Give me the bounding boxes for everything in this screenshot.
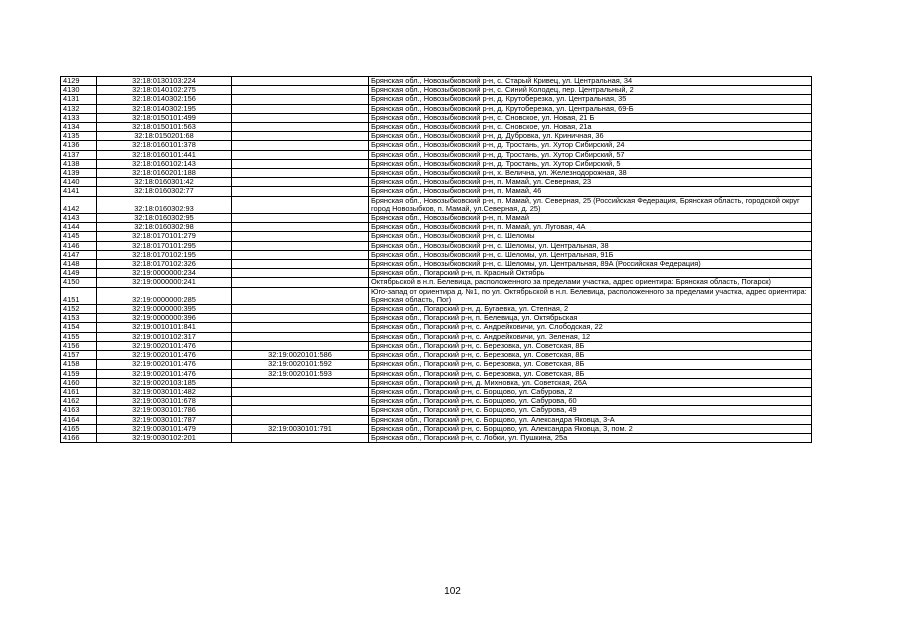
address: Брянская обл., Новозыбковский р-н, п. Мамай, ул. Северная, 25 (Российская Федерация, Брянская область, городской округ город Новозыбков, п. Мамай, ул.Северная, д. 25)	[369, 196, 812, 213]
cadastral-number: 32:18:0160101:378	[97, 141, 232, 150]
address: Октябрьской в н.п. Белевица, расположенного за пределами участка, адрес ориентира: Брянская область, Погарск)	[369, 278, 812, 287]
table-row	[61, 241, 812, 250]
related-cadastral-number	[232, 150, 369, 159]
address: Брянская обл., Новозыбковский р-н, с. Шеломы, ул. Центральная, 89А (Российская Федерация)	[369, 260, 812, 269]
related-cadastral-number	[232, 86, 369, 95]
table-row	[61, 305, 812, 314]
cadastral-number: 32:19:0000000:395	[97, 305, 232, 314]
table-row	[61, 86, 812, 95]
table-row	[61, 250, 812, 259]
row-number: 4165	[61, 424, 97, 433]
row-number: 4144	[61, 223, 97, 232]
table-row	[61, 369, 812, 378]
row-number: 4150	[61, 278, 97, 287]
cadastral-number: 32:18:0170102:195	[97, 250, 232, 259]
address: Брянская обл., Новозыбковский р-н, п. Мамай, 46	[369, 187, 812, 196]
row-number: 4132	[61, 104, 97, 113]
table-row	[61, 378, 812, 387]
related-cadastral-number	[232, 278, 369, 287]
table-row	[61, 397, 812, 406]
cadastral-number: 32:18:0140302:156	[97, 95, 232, 104]
address: Брянская обл., Новозыбковский р-н, д. Тростань, ул. Хутор Сибирский, 57	[369, 150, 812, 159]
cadastral-number: 32:19:0020101:476	[97, 341, 232, 350]
related-cadastral-number	[232, 223, 369, 232]
table-row	[61, 387, 812, 396]
address: Брянская обл., Погарский р-н, с. Андрейковичи, ул. Слободская, 22	[369, 323, 812, 332]
related-cadastral-number	[232, 305, 369, 314]
related-cadastral-number: 32:19:0020101:586	[232, 351, 369, 360]
address: Брянская обл., Новозыбковский р-н, д. Дубровка, ул. Криничная, 36	[369, 132, 812, 141]
address: Брянская обл., Новозыбковский р-н, д. Крутоберезка, ул. Центральная, 69-Б	[369, 104, 812, 113]
cadastral-number: 32:18:0160201:188	[97, 169, 232, 178]
related-cadastral-number	[232, 406, 369, 415]
related-cadastral-number	[232, 77, 369, 86]
page-number: 102	[444, 586, 461, 597]
cadastral-number: 32:19:0020101:476	[97, 369, 232, 378]
address: Брянская обл., Погарский р-н, с. Лобки, ул. Пушкина, 25а	[369, 433, 812, 442]
address: Брянская обл., Новозыбковский р-н, п. Мамай	[369, 214, 812, 223]
row-number: 4164	[61, 415, 97, 424]
address: Брянская обл., Погарский р-н, с. Березовка, ул. Советская, 8Б	[369, 341, 812, 350]
table-row	[61, 406, 812, 415]
cadastral-number: 32:18:0150101:499	[97, 113, 232, 122]
cadastral-number: 32:19:0000000:396	[97, 314, 232, 323]
cadastral-number: 32:18:0170101:279	[97, 232, 232, 241]
row-number: 4141	[61, 187, 97, 196]
address: Брянская обл., Погарский р-н, с. Борщово, ул. Александра Яковца, 3, пом. 2	[369, 424, 812, 433]
register-table-body	[61, 77, 812, 443]
row-number: 4149	[61, 269, 97, 278]
cadastral-number: 32:18:0160302:77	[97, 187, 232, 196]
cadastral-number: 32:19:0030101:786	[97, 406, 232, 415]
cadastral-number: 32:18:0170101:295	[97, 241, 232, 250]
address: Брянская обл., Новозыбковский р-н, с. Старый Кривец, ул. Центральная, 34	[369, 77, 812, 86]
related-cadastral-number	[232, 187, 369, 196]
row-number: 4163	[61, 406, 97, 415]
address: Брянская обл., Погарский р-н, с. Борщово, ул. Сабурова, 60	[369, 397, 812, 406]
cadastral-number: 32:18:0160302:95	[97, 214, 232, 223]
address: Брянская обл., Новозыбковский р-н, с. Сновское, ул. Новая, 21 Б	[369, 113, 812, 122]
related-cadastral-number	[232, 433, 369, 442]
table-row	[61, 77, 812, 86]
table-row	[61, 332, 812, 341]
cadastral-number: 32:18:0160101:441	[97, 150, 232, 159]
address: Брянская обл., Погарский р-н, с. Борщово, ул. Александра Яковца, 3-А	[369, 415, 812, 424]
related-cadastral-number	[232, 269, 369, 278]
related-cadastral-number	[232, 196, 369, 213]
table-row	[61, 351, 812, 360]
table-row	[61, 433, 812, 442]
address: Брянская обл., Новозыбковский р-н, с. Шеломы	[369, 232, 812, 241]
related-cadastral-number	[232, 169, 369, 178]
table-row	[61, 169, 812, 178]
cadastral-number: 32:19:0000000:234	[97, 269, 232, 278]
address: Брянская обл., Погарский р-н, д. Михновка, ул. Советская, 26А	[369, 378, 812, 387]
related-cadastral-number: 32:19:0030101:791	[232, 424, 369, 433]
address: Брянская обл., Погарский р-н, д. Бугаевка, ул. Степная, 2	[369, 305, 812, 314]
table-row	[61, 341, 812, 350]
related-cadastral-number	[232, 178, 369, 187]
cadastral-number: 32:18:0160302:93	[97, 196, 232, 213]
cadastral-number: 32:19:0030101:787	[97, 415, 232, 424]
related-cadastral-number	[232, 378, 369, 387]
cadastral-number: 32:19:0020101:476	[97, 351, 232, 360]
register-table	[60, 76, 812, 443]
related-cadastral-number: 32:19:0020101:593	[232, 369, 369, 378]
row-number: 4139	[61, 169, 97, 178]
row-number: 4138	[61, 159, 97, 168]
address: Брянская обл., Новозыбковский р-н, с. Сновское, ул. Новая, 21а	[369, 123, 812, 132]
cadastral-number: 32:18:0150201:68	[97, 132, 232, 141]
row-number: 4156	[61, 341, 97, 350]
cadastral-number: 32:18:0140102:275	[97, 86, 232, 95]
cadastral-number: 32:18:0160302:98	[97, 223, 232, 232]
related-cadastral-number	[232, 132, 369, 141]
address: Брянская обл., Новозыбковский р-н, д. Крутоберезка, ул. Центральная, 35	[369, 95, 812, 104]
address: Брянская обл., Новозыбковский р-н, п. Мамай, ул. Северная, 23	[369, 178, 812, 187]
table-row	[61, 223, 812, 232]
row-number: 4166	[61, 433, 97, 442]
table-row	[61, 196, 812, 213]
related-cadastral-number	[232, 113, 369, 122]
row-number: 4160	[61, 378, 97, 387]
address: Брянская обл., Погарский р-н, с. Борщово, ул. Сабурова, 49	[369, 406, 812, 415]
row-number: 4143	[61, 214, 97, 223]
row-number: 4146	[61, 241, 97, 250]
related-cadastral-number	[232, 397, 369, 406]
address: Брянская обл., Погарский р-н, п. Красный Октябрь	[369, 269, 812, 278]
address: Брянская обл., Новозыбковский р-н, с. Синий Колодец, пер. Центральный, 2	[369, 86, 812, 95]
cadastral-number: 32:19:0030101:482	[97, 387, 232, 396]
cadastral-number: 32:19:0030101:479	[97, 424, 232, 433]
table-row	[61, 159, 812, 168]
related-cadastral-number	[232, 123, 369, 132]
related-cadastral-number	[232, 387, 369, 396]
cadastral-number: 32:19:0000000:241	[97, 278, 232, 287]
table-row	[61, 187, 812, 196]
address: Брянская обл., Погарский р-н, с. Борщово, ул. Сабурова, 2	[369, 387, 812, 396]
related-cadastral-number	[232, 287, 369, 304]
row-number: 4147	[61, 250, 97, 259]
cadastral-number: 32:19:0030101:678	[97, 397, 232, 406]
related-cadastral-number: 32:19:0020101:592	[232, 360, 369, 369]
table-row	[61, 113, 812, 122]
address: Брянская обл., Новозыбковский р-н, д. Тростань, ул. Хутор Сибирский, 5	[369, 159, 812, 168]
cadastral-number: 32:19:0030102:201	[97, 433, 232, 442]
table-row	[61, 214, 812, 223]
table-row	[61, 104, 812, 113]
related-cadastral-number	[232, 332, 369, 341]
address: Брянская обл., Новозыбковский р-н, д. Тростань, ул. Хутор Сибирский, 24	[369, 141, 812, 150]
cadastral-number: 32:18:0170102:326	[97, 260, 232, 269]
row-number: 4162	[61, 397, 97, 406]
table-row	[61, 278, 812, 287]
related-cadastral-number	[232, 241, 369, 250]
related-cadastral-number	[232, 323, 369, 332]
cadastral-number: 32:19:0000000:285	[97, 287, 232, 304]
table-row	[61, 232, 812, 241]
row-number: 4145	[61, 232, 97, 241]
address: Брянская обл., Погарский р-н, с. Андрейковичи, ул. Зеленая, 12	[369, 332, 812, 341]
table-row	[61, 260, 812, 269]
cadastral-number: 32:18:0130103:224	[97, 77, 232, 86]
related-cadastral-number	[232, 95, 369, 104]
table-row	[61, 132, 812, 141]
table-row	[61, 269, 812, 278]
table-row	[61, 314, 812, 323]
related-cadastral-number	[232, 214, 369, 223]
cadastral-number: 32:19:0020101:476	[97, 360, 232, 369]
table-row	[61, 424, 812, 433]
address: Брянская обл., Погарский р-н, с. Березовка, ул. Советская, 8Б	[369, 369, 812, 378]
row-number: 4158	[61, 360, 97, 369]
address: Брянская обл., Новозыбковский р-н, п. Мамай, ул. Луговая, 4А	[369, 223, 812, 232]
cadastral-number: 32:18:0160301:42	[97, 178, 232, 187]
address: Брянская обл., Новозыбковский р-н, с. Шеломы, ул. Центральная, 91Б	[369, 250, 812, 259]
row-number: 4136	[61, 141, 97, 150]
row-number: 4133	[61, 113, 97, 122]
related-cadastral-number	[232, 415, 369, 424]
address: Брянская обл., Погарский р-н, п. Белевица, ул. Октябрьская	[369, 314, 812, 323]
row-number: 4154	[61, 323, 97, 332]
cadastral-number: 32:19:0010101:841	[97, 323, 232, 332]
row-number: 4148	[61, 260, 97, 269]
table-row	[61, 95, 812, 104]
table-row	[61, 360, 812, 369]
row-number: 4135	[61, 132, 97, 141]
row-number: 4130	[61, 86, 97, 95]
cadastral-number: 32:18:0160102:143	[97, 159, 232, 168]
cadastral-number: 32:19:0020103:185	[97, 378, 232, 387]
cadastral-number: 32:19:0010102:317	[97, 332, 232, 341]
row-number: 4129	[61, 77, 97, 86]
table-row	[61, 141, 812, 150]
row-number: 4140	[61, 178, 97, 187]
related-cadastral-number	[232, 104, 369, 113]
row-number: 4142	[61, 196, 97, 213]
related-cadastral-number	[232, 232, 369, 241]
table-row	[61, 323, 812, 332]
related-cadastral-number	[232, 141, 369, 150]
row-number: 4157	[61, 351, 97, 360]
table-row	[61, 415, 812, 424]
row-number: 4152	[61, 305, 97, 314]
table-row	[61, 178, 812, 187]
address: Брянская обл., Погарский р-н, с. Березовка, ул. Советская, 8Б	[369, 351, 812, 360]
table-row	[61, 287, 812, 304]
table-row	[61, 150, 812, 159]
address: Брянская обл., Погарский р-н, с. Березовка, ул. Советская, 8Б	[369, 360, 812, 369]
cadastral-number: 32:18:0140302:195	[97, 104, 232, 113]
row-number: 4159	[61, 369, 97, 378]
related-cadastral-number	[232, 250, 369, 259]
row-number: 4155	[61, 332, 97, 341]
row-number: 4137	[61, 150, 97, 159]
related-cadastral-number	[232, 314, 369, 323]
related-cadastral-number	[232, 341, 369, 350]
row-number: 4153	[61, 314, 97, 323]
cadastral-number: 32:18:0150101:563	[97, 123, 232, 132]
related-cadastral-number	[232, 159, 369, 168]
address: Брянская обл., Новозыбковский р-н, с. Шеломы, ул. Центральная, 38	[369, 241, 812, 250]
row-number: 4131	[61, 95, 97, 104]
address: Брянская обл., Новозыбковский р-н, х. Велична, ул. Железнодорожная, 38	[369, 169, 812, 178]
related-cadastral-number	[232, 260, 369, 269]
table-row	[61, 123, 812, 132]
row-number: 4151	[61, 287, 97, 304]
row-number: 4161	[61, 387, 97, 396]
address: Юго-запад от ориентира д. №1, по ул. Октябрьской в н.п. Белевица, расположенного за пределами участка, адрес ориентира: Брянская область, Пог)	[369, 287, 812, 304]
row-number: 4134	[61, 123, 97, 132]
